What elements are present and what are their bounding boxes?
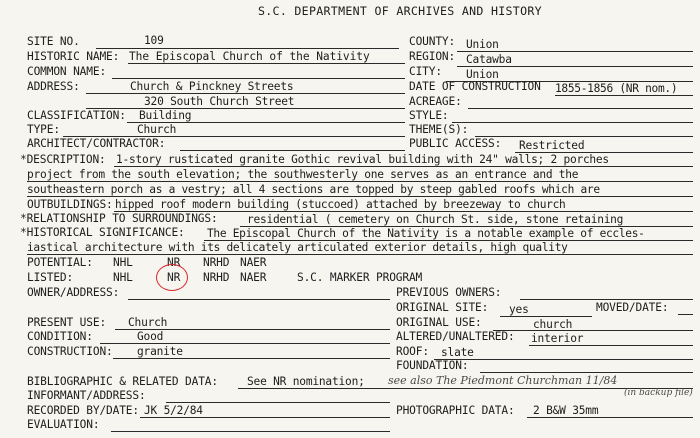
date-of-construction-value: 1855-1856 (NR nom.) [555,82,678,95]
original-use-label: ORIGINAL USE: [396,316,482,329]
type-label: TYPE: [27,123,60,136]
description-line-3: southeastern porch as a vestry; all 4 sections are topped by steep gabled roofs which are [27,183,600,196]
architect-label: ARCHITECT/CONTRACTOR: [27,137,166,150]
informant-line [166,402,390,403]
original-use-value: church [533,318,573,331]
description-line-1: 1-story rusticated granite Gothic revival building with 24" walls; 2 porches [116,153,609,166]
potential-naer: NAER [240,256,267,269]
biblio-label: BIBLIOGRAPHIC & RELATED DATA: [27,375,218,388]
classification-label: CLASSIFICATION: [27,109,126,122]
owner-line [128,299,390,300]
condition-line [100,343,390,344]
roof-value: slate [441,346,474,359]
original-use-line [493,330,693,331]
description-rule-1 [114,166,693,167]
relationship-value: residential ( cemetery on Church St. side, stone retaining [247,213,624,226]
historic-name-value: The Episcopal Church of the Nativity [129,50,370,63]
listed-nrhd: NRHD [203,271,230,284]
altered-line [529,345,693,346]
photographic-value: 2 B&W 35mm [533,404,599,417]
listed-naer: NAER [240,271,267,284]
address-label: ADDRESS: [27,80,80,93]
potential-nr: NR [167,256,181,269]
altered-value: interior [531,332,584,345]
type-value: Church [137,123,177,136]
photographic-label: PHOTOGRAPHIC DATA: [396,404,515,417]
previous-owners-line [520,299,693,300]
biblio-value: See NR nomination; [247,375,365,388]
potential-nhl: NHL [113,256,133,269]
style-line [452,122,693,123]
outbuildings-value: hipped roof modern building (stuccoed) attached by breezeway to church [115,198,566,211]
recorded-by-label: RECORDED BY/DATE: [27,404,139,417]
foundation-label: FOUNDATION: [396,359,469,372]
potential-nrhd: NRHD [203,256,230,269]
address-line-2: 320 South Church Street [144,95,295,108]
address-line-1-rule [86,93,405,94]
themes-label: THEME(S): [409,123,469,136]
moved-date-line [678,314,693,315]
condition-value: Good [137,330,164,343]
region-line [457,66,693,67]
outbuildings-label: OUTBUILDINGS: [27,198,113,211]
listed-sc-marker: S.C. MARKER PROGRAM [297,271,423,284]
region-value: Catawba [466,53,512,66]
county-label: COUNTY: [409,35,456,48]
evaluation-line [111,431,390,432]
classification-value: Building [139,109,192,122]
historical-significance-rule-2 [27,254,693,255]
historical-significance-label: *HISTORICAL SIGNIFICANCE: [20,226,185,239]
roof-line [434,359,693,360]
biblio-handwritten-note-2: (in backup file) [624,388,693,398]
original-site-value: yes [509,303,529,316]
public-access-label: PUBLIC ACCESS: [409,137,502,150]
acreage-label: ACREAGE: [409,95,462,108]
description-label: *DESCRIPTION: [20,153,106,166]
county-value: Union [466,38,499,51]
city-label: CITY: [409,65,442,78]
style-label: STYLE: [409,109,449,122]
description-rule-3 [27,196,693,197]
address-line-2-rule [86,108,405,109]
description-rule-2 [27,181,693,182]
construction-label: CONSTRUCTION: [27,345,113,358]
roof-label: ROOF: [396,345,429,358]
relationship-label: *RELATIONSHIP TO SURROUNDINGS: [20,212,218,225]
listed-nr: NR [167,271,181,284]
address-line-1: Church & Pinckney Streets [130,80,294,93]
architect-line [180,150,405,151]
recorded-by-value: JK 5/2/84 [144,404,203,417]
original-site-label: ORIGINAL SITE: [396,301,489,314]
photographic-line [527,417,693,418]
date-of-construction-label: DATE OF CONSTRUCTION [409,80,541,93]
county-line [457,51,693,52]
altered-label: ALTERED/UNALTERED: [396,330,515,343]
listed-nr-circle-mark [156,264,188,291]
construction-line [113,358,390,359]
historic-name-line [128,63,405,64]
site-no-value: 109 [144,34,164,47]
listed-label: LISTED: [27,271,74,284]
recorded-by-line [140,417,390,418]
historic-name-label: HISTORIC NAME: [27,50,120,63]
site-no-label: SITE NO. [27,35,80,48]
present-use-label: PRESENT USE: [27,316,107,329]
present-use-value: Church [128,316,168,329]
description-line-2: project from the south elevation; the southwesterly one serves as an entrance and the [27,168,579,181]
biblio-handwritten-note: see also The Piedmont Churchman 11/84 [388,374,618,387]
previous-owners-label: PREVIOUS OWNERS: [396,286,502,299]
region-label: REGION: [409,50,456,63]
themes-line [475,136,693,137]
informant-label: INFORMANT/ADDRESS: [27,389,146,402]
condition-label: CONDITION: [27,330,93,343]
city-value: Union [466,68,499,81]
original-site-line [500,316,592,317]
historical-significance-line-2: iastical architecture with its delicately articulated exterior details, high quality [27,241,568,254]
moved-date-label: MOVED/DATE: [596,301,669,314]
evaluation-label: EVALUATION: [27,418,100,431]
card-header: S.C. DEPARTMENT OF ARCHIVES AND HISTORY [258,4,542,18]
common-name-line [112,78,405,79]
construction-value: granite [137,345,183,358]
date-of-construction-line [555,95,693,96]
common-name-label: COMMON NAME: [27,65,107,78]
public-access-value: Restricted [519,139,585,152]
site-no-line [96,48,399,49]
potential-label: POTENTIAL: [27,256,93,269]
acreage-line [468,108,693,109]
owner-label: OWNER/ADDRESS: [27,286,120,299]
foundation-line [480,372,693,373]
listed-nhl: NHL [113,271,133,284]
historical-significance-line-1: The Episcopal Church of the Nativity is a notable example of eccles- [207,227,645,240]
